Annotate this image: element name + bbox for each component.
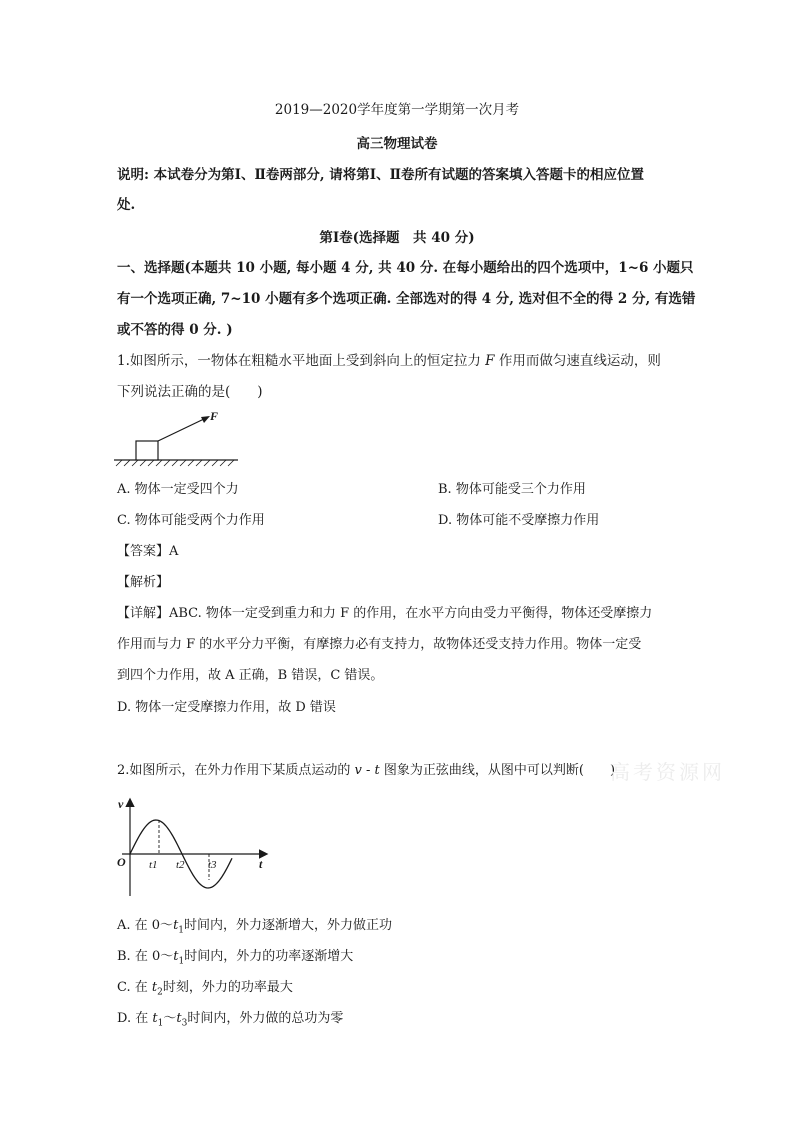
section-heading-line-2: 有一个选项正确, 7~10 小题有多个选项正确. 全部选对的得 4 分, 选对但不全的得 2 分, 有选错 bbox=[117, 291, 696, 307]
t1-label: t1 bbox=[149, 859, 158, 871]
q2-option-c-var: t bbox=[151, 980, 158, 995]
q1-detail-line-4: D. 物体一定受摩擦力作用，故 D 错误 bbox=[117, 700, 336, 715]
q1-stem-part: 作用而做匀速直线运动，则 bbox=[494, 353, 661, 369]
q2-option-a-post: 时间内，外力逐渐增大，外力做正功 bbox=[184, 918, 393, 933]
q2-option-a-var: t bbox=[173, 918, 179, 933]
q2-stem-part: 图象为正弦曲线，从图中可以判断( ) bbox=[379, 763, 616, 778]
q1-stem-line-1 bbox=[117, 352, 661, 370]
q2-option-b-pre: B. 在 0～ bbox=[117, 949, 174, 964]
instructions-line-2: 处. bbox=[117, 197, 136, 213]
q1-stem-part: 1.如图所示，一物体在粗糙水平地面上受到斜向上的恒定拉力 bbox=[117, 353, 486, 369]
q2-option-a-pre: A. 在 0～ bbox=[117, 918, 174, 933]
q2-option-b bbox=[117, 945, 353, 967]
q2-option-d-var1: t bbox=[152, 1011, 158, 1026]
section-heading-line-3: 或不答的得 0 分. ) bbox=[117, 322, 233, 338]
block bbox=[136, 441, 158, 460]
q2-option-d-var2: t bbox=[176, 1011, 182, 1026]
t2-label: t2 bbox=[176, 859, 185, 871]
q2-option-c bbox=[117, 976, 293, 998]
v-axis-label: v bbox=[118, 797, 124, 811]
q1-force-var: F bbox=[485, 353, 495, 369]
q2-stem-part: 2.如图所示，在外力作用下某质点运动的 bbox=[117, 763, 355, 778]
exam-title: 2019—2020学年度第一学期第一次月考 bbox=[274, 102, 520, 118]
q1-detail-line-1: 【详解】ABC. 物体一定受到重力和力 F 的作用，在水平方向由受力平衡得，物体还受摩擦力 bbox=[117, 606, 653, 621]
q2-option-c-pre: C. 在 bbox=[117, 980, 152, 995]
q1-force-figure bbox=[112, 408, 242, 470]
q2-option-d-sub2: 3 bbox=[181, 1018, 188, 1029]
q2-option-d bbox=[117, 1007, 343, 1029]
q1-answer: 【答案】A bbox=[117, 544, 179, 559]
origin-label: O bbox=[117, 855, 126, 869]
q1-option-b: B. 物体可能受三个力作用 bbox=[438, 482, 586, 497]
ground-hatching bbox=[116, 460, 234, 466]
q1-stem-line-2: 下列说法正确的是( ) bbox=[117, 384, 263, 400]
q2-option-c-post: 时刻，外力的功率最大 bbox=[162, 980, 293, 995]
q2-option-c-sub: 2 bbox=[157, 987, 163, 998]
t-axis-label: t bbox=[259, 857, 263, 871]
section-title: 第Ⅰ卷(选择题 共 40 分) bbox=[319, 230, 475, 246]
q2-vt-graph bbox=[112, 786, 277, 902]
q2-option-d-mid: ～ bbox=[163, 1011, 177, 1026]
section-heading-line-1: 一、选择题(本题共 10 小题, 每小题 4 分, 共 40 分. 在每小题给出的四个选项中，1~6 小题只 bbox=[117, 260, 694, 276]
q2-stem bbox=[117, 759, 615, 778]
t3-label: t3 bbox=[208, 859, 217, 871]
q1-option-a: A. 物体一定受四个力 bbox=[117, 482, 239, 497]
force-arrowhead bbox=[201, 416, 210, 423]
q1-detail-line-2: 作用而与力 F 的水平分力平衡，有摩擦力必有支持力，故物体还受支持力作用。物体一定受 bbox=[117, 637, 642, 652]
q2-option-d-sub1: 1 bbox=[157, 1018, 164, 1029]
q1-analysis-heading: 【解析】 bbox=[117, 575, 170, 590]
instructions-line-1: 说明: 本试卷分为第Ⅰ、Ⅱ卷两部分, 请将第Ⅰ、Ⅱ卷所有试题的答案填入答题卡的相应位置 bbox=[117, 167, 644, 183]
q2-option-b-post: 时间内，外力的功率逐渐增大 bbox=[184, 949, 354, 964]
force-arrow bbox=[158, 418, 206, 441]
q2-option-a bbox=[117, 914, 392, 936]
q2-option-b-var: t bbox=[173, 949, 179, 964]
q2-option-d-pre: D. 在 bbox=[117, 1011, 153, 1026]
q1-detail-line-3: 到四个力作用，故 A 正确，B 错误，C 错误。 bbox=[117, 668, 384, 683]
exam-subtitle: 高三物理试卷 bbox=[356, 136, 438, 152]
q2-option-b-sub: 1 bbox=[178, 956, 185, 967]
q2-option-a-sub: 1 bbox=[178, 925, 185, 936]
q1-option-d: D. 物体可能不受摩擦力作用 bbox=[438, 513, 600, 528]
q2-option-d-post: 时间内，外力做的总功为零 bbox=[187, 1011, 344, 1026]
force-label: F bbox=[210, 409, 219, 423]
q2-vt-var: v - t bbox=[354, 763, 380, 778]
watermark: 高考资源网 bbox=[610, 762, 725, 784]
q1-option-c: C. 物体可能受两个力作用 bbox=[117, 513, 265, 528]
